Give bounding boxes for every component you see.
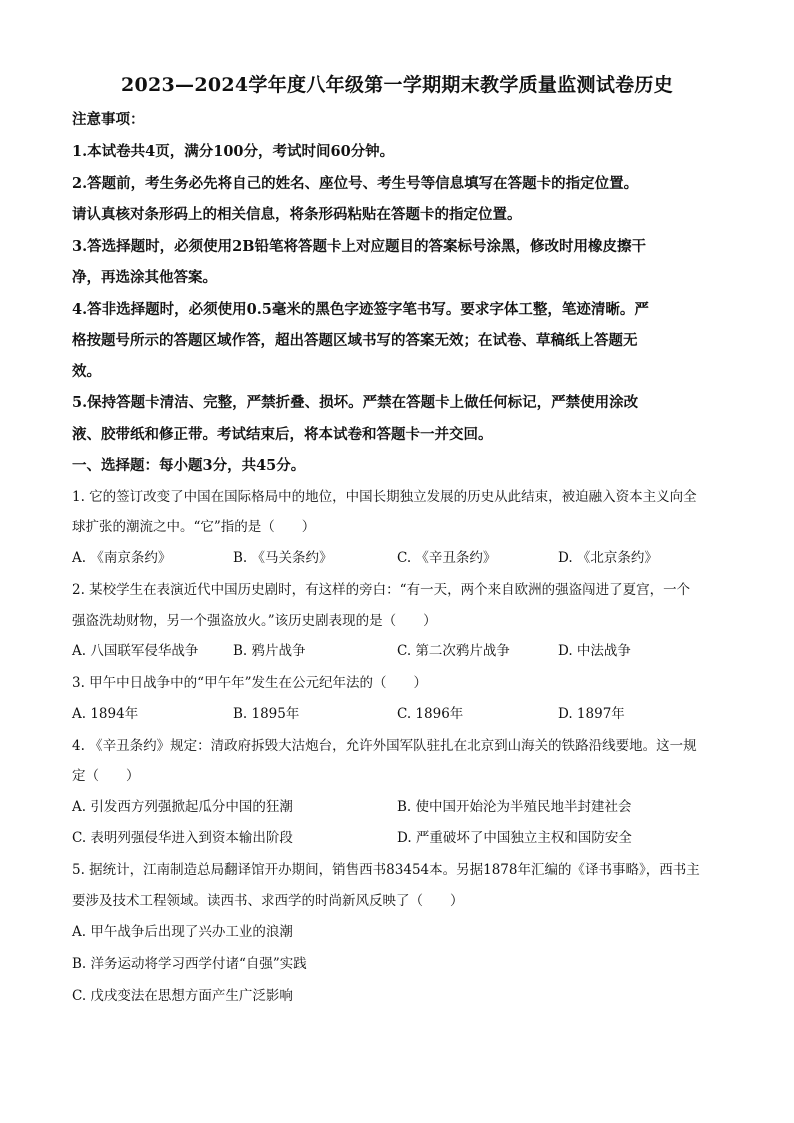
notice-heading: 注意事项： <box>72 111 145 128</box>
question-4-option-b: B. 使中国开始沦为半殖民地半封建社会 <box>397 799 632 815</box>
question-2-option-b: B. 鸦片战争 <box>233 643 306 659</box>
question-2-option-a: A. 八国联军侵华战争 <box>72 643 199 659</box>
question-5-option-a: A. 甲午战争后出现了兴办工业的浪潮 <box>72 924 293 940</box>
question-2-stem: 2. 某校学生在表演近代中国历史剧时，有这样的旁白：“有一天，两个来自欧洲的强盗闯进了夏宫，一个 <box>72 582 691 598</box>
notice-line: 2.答题前，考生务必先将自己的姓名、座位号、考生号等信息填写在答题卡的指定位置。 <box>72 175 639 192</box>
section-heading: 一、选择题：每小题3分，共45分。 <box>72 457 306 474</box>
notice-line: 液、胶带纸和修正带。考试结束后，将本试卷和答题卡一并交回。 <box>72 426 493 443</box>
notice-line: 3.答选择题时，必须使用2B铅笔将答题卡上对应题目的答案标号涂黑，修改时用橡皮擦干 <box>72 238 646 255</box>
question-4-stem: 定（ ） <box>72 768 140 784</box>
notice-line: 4.答非选择题时，必须使用0.5毫米的黑色字迹签字笔书写。要求字体工整，笔迹清晰。严 <box>72 301 649 318</box>
question-3-option-c: C. 1896年 <box>397 706 464 722</box>
notice-line: 格按题号所示的答题区域作答，超出答题区域书写的答案无效；在试卷、草稿纸上答题无 <box>72 332 638 349</box>
question-2-option-d: D. 中法战争 <box>558 643 631 659</box>
question-5-option-c: C. 戊戌变法在思想方面产生广泛影响 <box>72 988 293 1004</box>
question-2-stem: 强盗洗劫财物，另一个强盗放火。”该历史剧表现的是（ ） <box>72 613 437 629</box>
question-1-option-a: A. 《南京条约》 <box>72 550 172 566</box>
notice-line: 请认真核对条形码上的相关信息，将条形码粘贴在答题卡的指定位置。 <box>72 206 522 223</box>
question-4-option-a: A. 引发西方列强掀起瓜分中国的狂潮 <box>72 799 293 815</box>
question-1-stem: 球扩张的潮流之中。“它”指的是（ ） <box>72 519 316 535</box>
notice-line: 净，再选涂其他答案。 <box>72 269 217 286</box>
question-3-option-a: A. 1894年 <box>72 706 139 722</box>
question-3-option-d: D. 1897年 <box>558 706 625 722</box>
question-1-option-b: B. 《马关条约》 <box>233 550 333 566</box>
question-5-option-b: B. 洋务运动将学习西学付诸“自强”实践 <box>72 956 307 972</box>
question-4-option-d: D. 严重破坏了中国独立主权和国防安全 <box>397 830 632 846</box>
question-1-option-d: D. 《北京条约》 <box>558 550 658 566</box>
notice-line: 效。 <box>72 363 101 380</box>
exam-title: 2023—2024学年度八年级第一学期期末教学质量监测试卷历史 <box>120 74 674 96</box>
question-3-stem: 3. 甲午中日战争中的“甲午年”发生在公元纪年法的（ ） <box>72 675 427 691</box>
question-4-option-c: C. 表明列强侵华进入到资本输出阶段 <box>72 830 293 846</box>
question-5-stem: 5. 据统计，江南制造总局翻译馆开办期间，销售西书83454本。另据1878年汇编的《译书事略》，西书主 <box>72 862 700 878</box>
question-5-stem: 要涉及技术工程领域。读西书、求西学的时尚新风反映了（ ） <box>72 893 464 909</box>
notice-line: 5.保持答题卡清洁、完整，严禁折叠、损坏。严禁在答题卡上做任何标记，严禁使用涂改 <box>72 394 639 411</box>
question-3-option-b: B. 1895年 <box>233 706 300 722</box>
notice-line: 1.本试卷共4页，满分100分，考试时间60分钟。 <box>72 143 395 160</box>
question-1-option-c: C. 《辛丑条约》 <box>397 550 497 566</box>
question-4-stem: 4. 《辛丑条约》规定：清政府拆毁大沽炮台，允许外国军队驻扎在北京到山海关的铁路沿线要地。这一规 <box>72 738 697 754</box>
question-2-option-c: C. 第二次鸦片战争 <box>397 643 510 659</box>
question-1-stem: 1. 它的签订改变了中国在国际格局中的地位，中国长期独立发展的历史从此结束，被迫融入资本主义向全 <box>72 489 697 505</box>
